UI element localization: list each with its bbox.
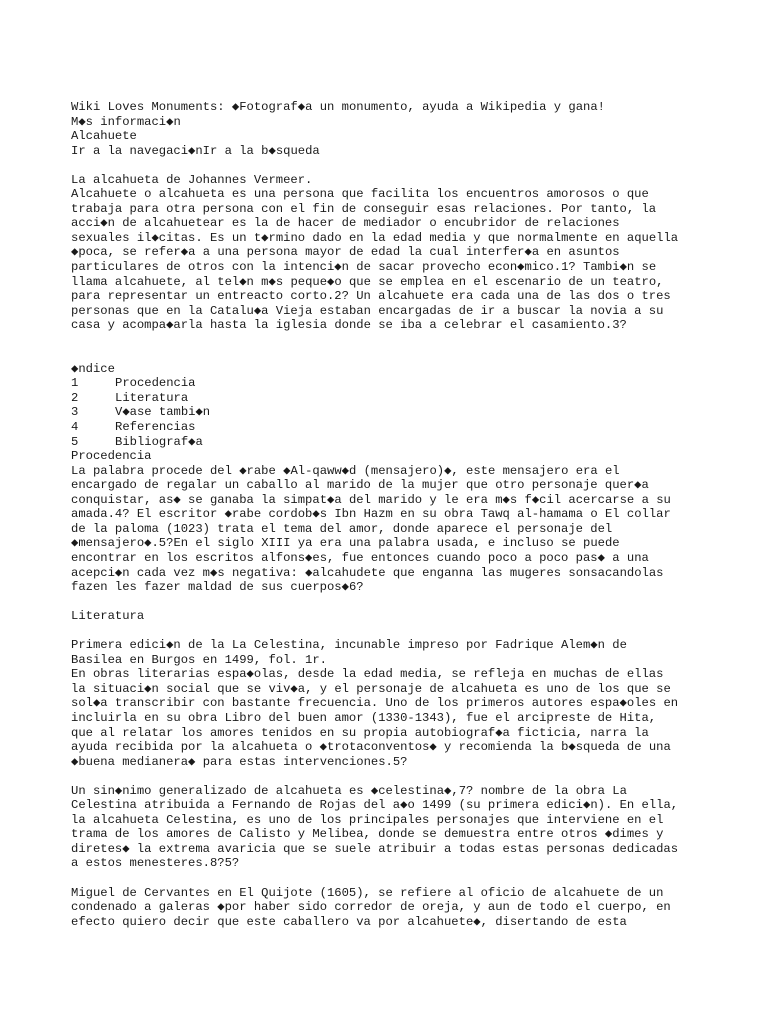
text-line: personas que en la Catalu◆a Vieja estaban encargadas de ir a buscar la novia a su: [71, 303, 664, 318]
text-line: para representar un entreacto corto.2? Un alcahuete era cada una de las dos o tres: [71, 289, 671, 304]
text-line: la alcahueta Celestina, es uno de los principales personajes que interviene en el: [71, 812, 664, 827]
text-line: condenado a galeras ◆por haber sido corredor de oreja, y aun de todo el cuerpo, en: [71, 900, 671, 915]
toc-number: 3: [71, 405, 79, 420]
text-line: diretes◆ la extrema avaricia que se suele atribuir a todas estas personas dedicadas: [71, 841, 679, 856]
text-line: incluirla en su obra Libro del buen amor (1330-1343), fue el arcipreste de Hita,: [71, 710, 657, 725]
text-line: La palabra procede del ◆rabe ◆Al-qaww◆d (mensajero)◆, este mensajero era el: [71, 463, 620, 478]
section-heading: Literatura: [71, 609, 145, 624]
text-line: de la paloma (1023) trata el tema del amor, donde aparece el personaje del: [71, 521, 613, 536]
toc-label: Bibliograf◆a: [115, 434, 203, 449]
table-of-contents: [71, 362, 731, 449]
more-info-link[interactable]: M◆s informaci◆n: [71, 114, 181, 129]
section-literatura: [71, 609, 731, 929]
text-line: efecto quiero decir que este caballero va por alcahuete◆, disertando de esta: [71, 914, 627, 929]
toc-label: V◆ase tambi◆n: [115, 405, 211, 420]
toc-item-bibliografia[interactable]: [71, 435, 731, 450]
document-page: [71, 100, 731, 929]
text-line: particulares de otros con la intenci◆n de sacar provecho econ◆mico.1? Tambi◆n se: [71, 260, 657, 275]
text-line: ◆poca, se refer◆a a una persona mayor de edad la cual interfer◆a en asuntos: [71, 245, 620, 260]
text-line: acci◆n de alcahuetear es la de hacer de mediador o encubridor de relaciones: [71, 216, 620, 231]
text-line: ◆mensajero◆.5?En el siglo XIII ya era una palabra usada, e incluso se puede: [71, 536, 620, 551]
toc-number: 5: [71, 434, 79, 449]
toc-label: Literatura: [115, 390, 189, 405]
text-line: Miguel de Cervantes en El Quijote (1605), se refiere al oficio de alcahuete de un: [71, 885, 664, 900]
text-line: amada.4? El escritor ◆rabe cordob◆s Ibn Hazm en su obra Tawq al-hamama o El collar: [71, 507, 671, 522]
toc-heading: ◆ndice: [71, 361, 115, 376]
image-caption: Primera edici◆n de la La Celestina, incunable impreso por Fadrique Alem◆n de: [71, 638, 627, 653]
toc-item-vease-tambien[interactable]: [71, 405, 731, 420]
text-line: acepci◆n cada vez m◆s negativa: ◆alcahudete que enganna las mugeres sonsacandolas: [71, 565, 664, 580]
text-line: trabaja para otra persona con el fin de conseguir esas relaciones. Por tanto, la: [71, 201, 657, 216]
image-caption: La alcahueta de Johannes Vermeer.: [71, 172, 313, 187]
section-procedencia: [71, 449, 731, 594]
toc-item-procedencia[interactable]: [71, 376, 731, 391]
toc-number: 2: [71, 390, 79, 405]
banner-text[interactable]: Wiki Loves Monuments: ◆Fotograf◆a un monumento, ayuda a Wikipedia y gana!: [71, 100, 605, 114]
text-line: conquistar, as◆ se ganaba la simpat◆a del marido y le era m◆s f◆cil acercarse a su: [71, 492, 671, 507]
text-line: casa y acompa◆arla hasta la iglesia donde se iba a celebrar el casamiento.3?: [71, 318, 627, 333]
text-line: llama alcahuete, al tel◆n m◆s peque◆o que se emplea en el escenario de un teatro,: [71, 274, 664, 289]
text-line: a estos menesteres.8?5?: [71, 856, 240, 871]
text-line: ◆buena medianera◆ para estas intervenciones.5?: [71, 754, 408, 769]
toc-label: Referencias: [115, 420, 196, 435]
toc-item-referencias[interactable]: [71, 420, 731, 435]
toc-label: Procedencia: [115, 376, 196, 391]
text-line: que al relatar los amores tenidos en su propia autobiograf◆a ficticia, narra la: [71, 725, 649, 740]
text-line: trama de los amores de Calisto y Melibea, donde se demuestra entre otros ◆dimes y: [71, 827, 664, 842]
toc-item-literatura[interactable]: [71, 391, 731, 406]
section-heading: Procedencia: [71, 449, 152, 464]
text-line: Un sin◆nimo generalizado de alcahueta es ◆celestina◆,7? nombre de la obra La: [71, 783, 627, 798]
toc-number: 1: [71, 376, 79, 391]
text-line: sol◆a transcribir con bastante frecuencia. Uno de los primeros autores espa◆oles en: [71, 696, 679, 711]
article-title: Alcahuete: [71, 129, 137, 144]
text-line: Celestina atribuida a Fernando de Rojas del a◆o 1499 (su primera edici◆n). En ella,: [71, 798, 679, 813]
image-caption: Basilea en Burgos en 1499, fol. 1r.: [71, 652, 327, 667]
text-line: sexuales il◆citas. Es un t◆rmino dado en la edad media y que normalmente en aquella: [71, 230, 679, 245]
intro-paragraph: [71, 187, 731, 332]
nav-links[interactable]: Ir a la navegaci◆nIr a la b◆squeda: [71, 143, 320, 158]
text-line: encontrar en los escritos alfons◆es, fue entonces cuando poco a poco pas◆ a una: [71, 550, 649, 565]
text-line: la situaci◆n social que se viv◆a, y el personaje de alcahueta es uno de los que se: [71, 681, 671, 696]
text-line: encargado de regalar un caballo al marido de la mujer que otro personaje quer◆a: [71, 478, 649, 493]
text-line: En obras literarias espa◆olas, desde la edad media, se refleja en muchas de ellas: [71, 667, 664, 682]
text-line: Alcahuete o alcahueta es una persona que facilita los encuentros amorosos o que: [71, 187, 649, 202]
text-line: fazen les fazer maldad de sus cuerpos◆6?: [71, 580, 364, 595]
toc-number: 4: [71, 420, 79, 435]
text-line: ayuda recibida por la alcahueta o ◆trotaconventos◆ y recomienda la b◆squeda de una: [71, 740, 671, 755]
